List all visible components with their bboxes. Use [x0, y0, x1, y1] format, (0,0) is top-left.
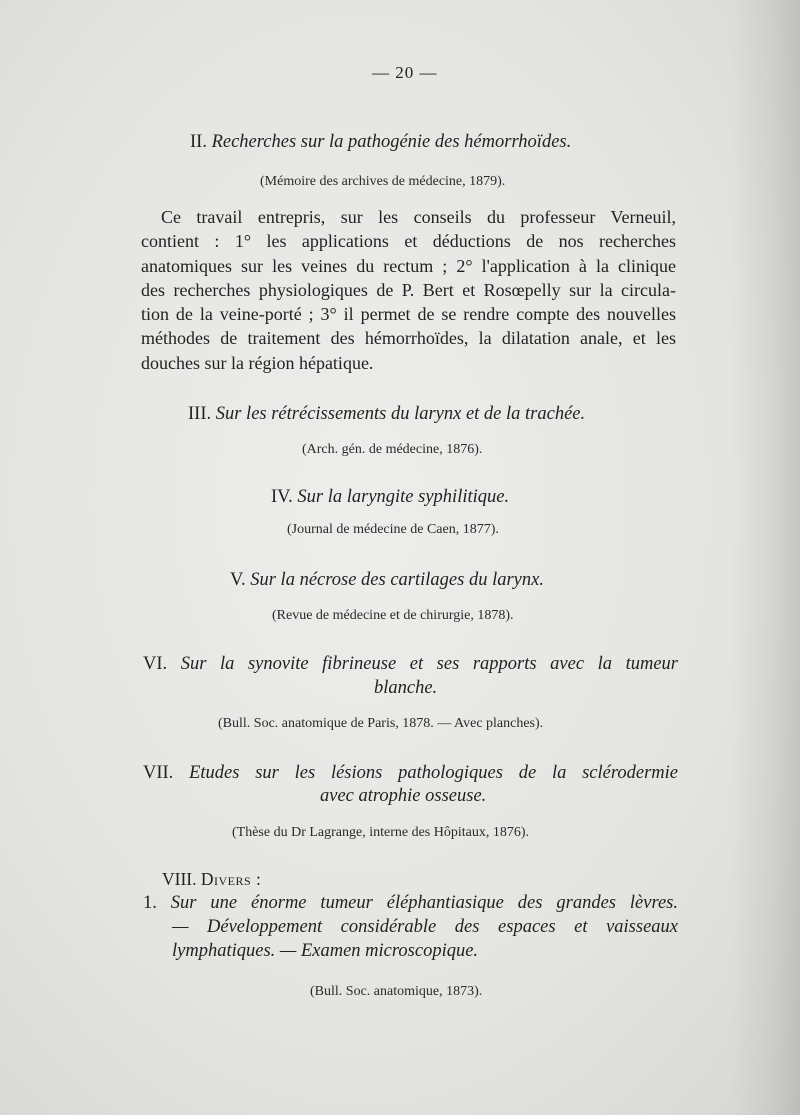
section-4-numeral: IV.	[271, 487, 293, 507]
section-6-title	[143, 654, 678, 675]
section-7-numeral: VII.	[143, 763, 174, 783]
page-gutter-shadow	[730, 0, 800, 1115]
section-8-heading	[162, 869, 261, 890]
section-4-title	[271, 487, 509, 508]
section-3-heading: Sur les rétrécissements du larynx et de la trachée.	[215, 404, 586, 424]
paragraph-line: douches sur la région hépatique.	[141, 352, 374, 373]
section-6-heading-line1: Sur la synovite fibrineuse et ses rapports avec la tumeur	[180, 654, 679, 674]
paragraph-line: tion de la veine-porté ; 3° il permet de se rendre compte des nouvelles	[141, 304, 676, 325]
section-8-numeral: VIII.	[162, 869, 197, 889]
divers-source: (Bull. Soc. anatomique, 1873).	[310, 984, 483, 999]
section-7-source: (Thèse du Dr Lagrange, interne des Hôpitaux, 1876).	[232, 825, 530, 840]
section-2-numeral: II.	[190, 132, 207, 152]
divers-item-number: 1.	[143, 893, 157, 913]
divers-item-1-line1	[143, 893, 678, 914]
divers-item-text-line1: Sur une énorme tumeur éléphantiasique des grandes lèvres.	[170, 893, 679, 913]
page-number: — 20 —	[372, 63, 438, 82]
paragraph-line: contient : 1° les applications et déductions de nos recherches	[141, 231, 676, 252]
paragraph-line: anatomiques sur les veines du rectum ; 2° l'application à la clinique	[141, 255, 676, 276]
section-7-heading-line1: Etudes sur les lésions pathologiques de la sclérodermie	[189, 763, 678, 783]
section-6-source: (Bull. Soc. anatomique de Paris, 1878. — Avec planches).	[218, 716, 544, 731]
section-2-paragraph	[141, 205, 676, 375]
section-3-numeral: III.	[188, 404, 212, 424]
section-7-title	[143, 763, 678, 784]
divers-item-text-line2: — Développement considérable des espaces et vaisseaux	[172, 917, 678, 937]
paragraph-line: Ce travail entrepris, sur les conseils du professeur Verneuil,	[161, 207, 676, 227]
paragraph-line: des recherches physiologiques de P. Bert et Rosœpelly sur la circula-	[141, 279, 676, 300]
section-6-numeral: VI.	[143, 654, 168, 674]
divers-item-text-line3: lymphatiques. — Examen microscopique.	[172, 941, 479, 961]
section-6-title-line2	[374, 678, 437, 699]
section-2-title	[190, 132, 571, 153]
section-5-heading: Sur la nécrose des cartilages du larynx.	[250, 570, 544, 590]
section-7-heading-line2: avec atrophie osseuse.	[320, 786, 487, 806]
section-7-title-line2	[320, 786, 486, 807]
section-4-heading: Sur la laryngite syphilitique.	[297, 487, 510, 507]
divers-item-1-line3	[172, 941, 478, 962]
section-2-source: (Mémoire des archives de médecine, 1879).	[260, 174, 506, 189]
section-5-numeral: V.	[230, 570, 246, 590]
section-4-source: (Journal de médecine de Caen, 1877).	[287, 522, 499, 537]
section-3-title	[188, 404, 585, 425]
paragraph-line: méthodes de traitement des hémorrhoïdes, la dilatation anale, et les	[141, 328, 676, 349]
section-8-label: Divers :	[200, 869, 262, 889]
section-3-source: (Arch. gén. de médecine, 1876).	[302, 442, 483, 457]
section-5-title	[230, 570, 544, 591]
section-2-heading: Recherches sur la pathogénie des hémorrhoïdes.	[211, 132, 572, 152]
section-5-source: (Revue de médecine et de chirurgie, 1878).	[272, 608, 514, 623]
divers-item-1-line2	[172, 917, 678, 938]
section-6-heading-line2: blanche.	[374, 678, 438, 698]
